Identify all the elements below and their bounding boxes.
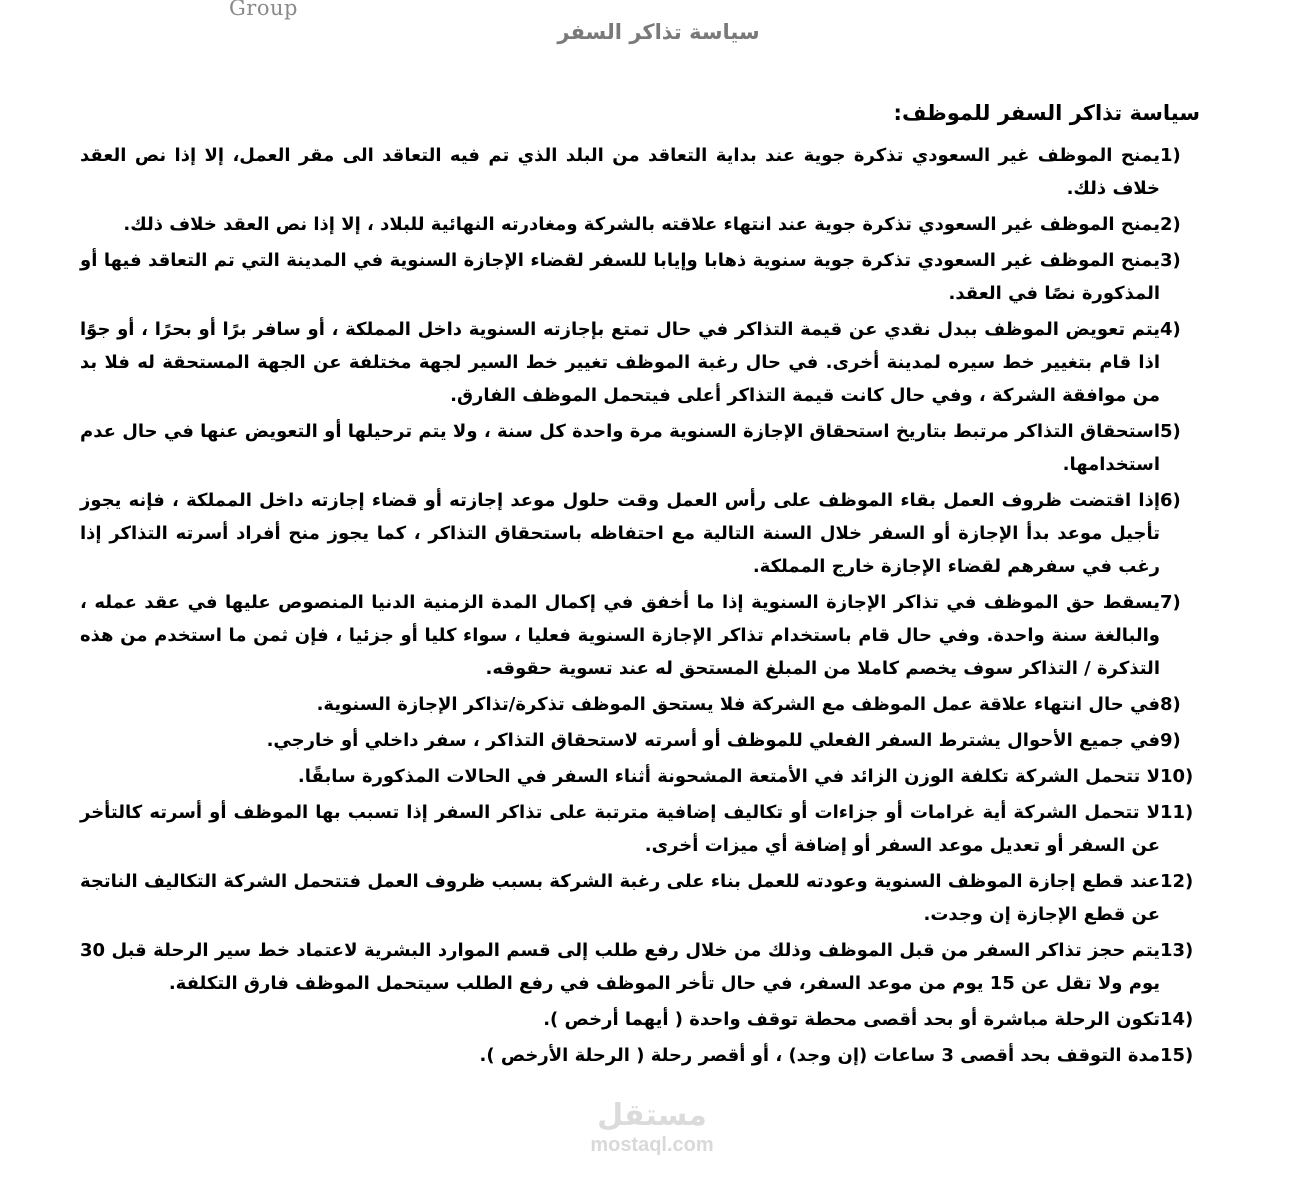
policy-item [80,724,1200,757]
policy-item-text: استحقاق التذاكر مرتبط بتاريخ استحقاق الإجازة السنوية مرة واحدة كل سنة ، ولا يتم ترحيلها أو التعويض عنها في حال عدم استخدامها. [80,421,1160,475]
policy-item [80,313,1200,412]
policy-item-text: مدة التوقف بحد أقصى 3 ساعات (إن وجد) ، أو أقصر رحلة ( الرحلة الأرخص ). [479,1045,1160,1066]
policy-item-text: يمنح الموظف غير السعودي تذكرة جوية عند انتهاء علاقته بالشركة ومغادرته النهائية للبلاد ، إلا إذا نص العقد خلاف ذلك. [123,214,1160,235]
policy-item [80,760,1200,793]
policy-list [80,139,1200,1072]
policy-item-text: يسقط حق الموظف في تذاكر الإجازة السنوية إذا ما أخفق في إكمال المدة الزمنية الدنيا المنصوص عليها في عقد عمله ، والبالغة سنة واحدة. وفي حال قام باستخدام تذاكر الإجازة السنوية فعليا ، سواء كليا أو جزئيا ، فإن ثمن ما استخدم من هذه التذكرة / التذاكر سوف يخصم كاملا من المبلغ المستحق له عند تسوية حقوقه. [80,592,1160,679]
watermark-domain: mostaql.com [590,1134,714,1156]
policy-item-number: 13) [1160,940,1194,961]
policy-item-number: 14) [1160,1009,1194,1030]
policy-item [80,865,1200,931]
policy-item-number: 6) [1160,490,1181,511]
policy-item-number: 2) [1160,214,1181,235]
policy-item-number: 7) [1160,592,1181,613]
policy-item-text: عند قطع إجازة الموظف السنوية وعودته للعمل بناء على رغبة الشركة بسبب ظروف العمل فتتحمل الشركة التكاليف الناتجة عن قطع الإجازة إن وجدت. [80,871,1160,925]
policy-item [80,1003,1200,1036]
document-title: سياسة تذاكر السفر [557,20,760,44]
policy-item-text: لا تتحمل الشركة تكلفة الوزن الزائد في الأمتعة المشحونة أثناء السفر في الحالات المذكورة سابقًا. [297,766,1160,787]
policy-item-number: 4) [1160,319,1181,340]
policy-item-text: تكون الرحلة مباشرة أو بحد أقصى محطة توقف واحدة ( أيهما أرخص ). [543,1009,1160,1030]
policy-item [80,688,1200,721]
policy-item-text: إذا اقتضت ظروف العمل بقاء الموظف على رأس العمل وقت حلول موعد إجازته أو قضاء إجازته داخل المملكة ، فإنه يجوز تأجيل موعد بدأ الإجازة أو السفر خلال السنة التالية مع احتفاظه باستحقاق التذاكر ، كما يجوز منح أفراد أسرته التذاكر إذا رغب في سفرهم لقضاء الإجازة خارج المملكة. [80,490,1160,577]
policy-item-number: 5) [1160,421,1181,442]
policy-item-text: في حال انتهاء علاقة عمل الموظف مع الشركة فلا يستحق الموظف تذكرة/تذاكر الإجازة السنوية. [316,694,1160,715]
policy-item-text: يتم تعويض الموظف ببدل نقدي عن قيمة التذاكر في حال تمتع بإجازته السنوية داخل المملكة ، أو سافر برًا أو بحرًا ، أو جوًا اذا قام بتغيير خط سيره لمدينة أخرى. في حال رغبة الموظف تغيير خط السير لجهة مختلفة عن الجهة المستحقة له فلا بد من موافقة الشركة ، وفي حال كانت قيمة التذاكر أعلى فيتحمل الموظف الفارق. [80,319,1160,406]
policy-item [80,586,1200,685]
policy-item-text: في جميع الأحوال يشترط السفر الفعلي للموظف أو أسرته لاستحقاق التذاكر ، سفر داخلي أو خارجي. [266,730,1160,751]
policy-item-text: يتم حجز تذاكر السفر من قبل الموظف وذلك من خلال رفع طلب إلى قسم الموارد البشرية لاعتماد خط سير الرحلة قبل 30 يوم ولا تقل عن 15 يوم من موعد السفر، في حال تأخر الموظف في رفع الطلب سيتحمل الموظف فارق التكلفة. [80,940,1160,994]
policy-item-number: 10) [1160,766,1194,787]
policy-item [80,484,1200,583]
policy-item-text: يمنح الموظف غير السعودي تذكرة جوية سنوية ذهابا وإيابا للسفر لقضاء الإجازة السنوية في المدينة التي تم التعاقد فيها أو المذكورة نصًا في العقد. [80,250,1160,304]
policy-item-number: 9) [1160,730,1181,751]
header-group-label: Group [229,0,298,20]
policy-item-number: 15) [1160,1045,1194,1066]
policy-item-number: 1) [1160,145,1181,166]
policy-item-number: 11) [1160,802,1194,823]
policy-item [80,139,1200,205]
document-body [80,96,1200,1075]
policy-item [80,1039,1200,1072]
policy-item [80,415,1200,481]
policy-item-number: 3) [1160,250,1181,271]
section-heading: سياسة تذاكر السفر للموظف: [893,101,1200,125]
policy-item [80,208,1200,241]
watermark-mark: مستقل [597,1098,707,1133]
policy-item [80,244,1200,310]
policy-item [80,796,1200,862]
policy-item [80,934,1200,1000]
policy-item-text: لا تتحمل الشركة أية غرامات أو جزاءات أو تكاليف إضافية مترتبة على تذاكر السفر إذا تسبب بها الموظف أو أسرته كالتأخر عن السفر أو تعديل موعد السفر أو إضافة أي ميزات أخرى. [80,802,1160,856]
policy-item-number: 8) [1160,694,1181,715]
policy-item-number: 12) [1160,871,1194,892]
policy-item-text: يمنح الموظف غير السعودي تذكرة جوية عند بداية التعاقد من البلد الذي تم فيه التعاقد الى مقر العمل، إلا إذا نص العقد خلاف ذلك. [80,145,1160,199]
watermark-logo [562,1098,742,1156]
